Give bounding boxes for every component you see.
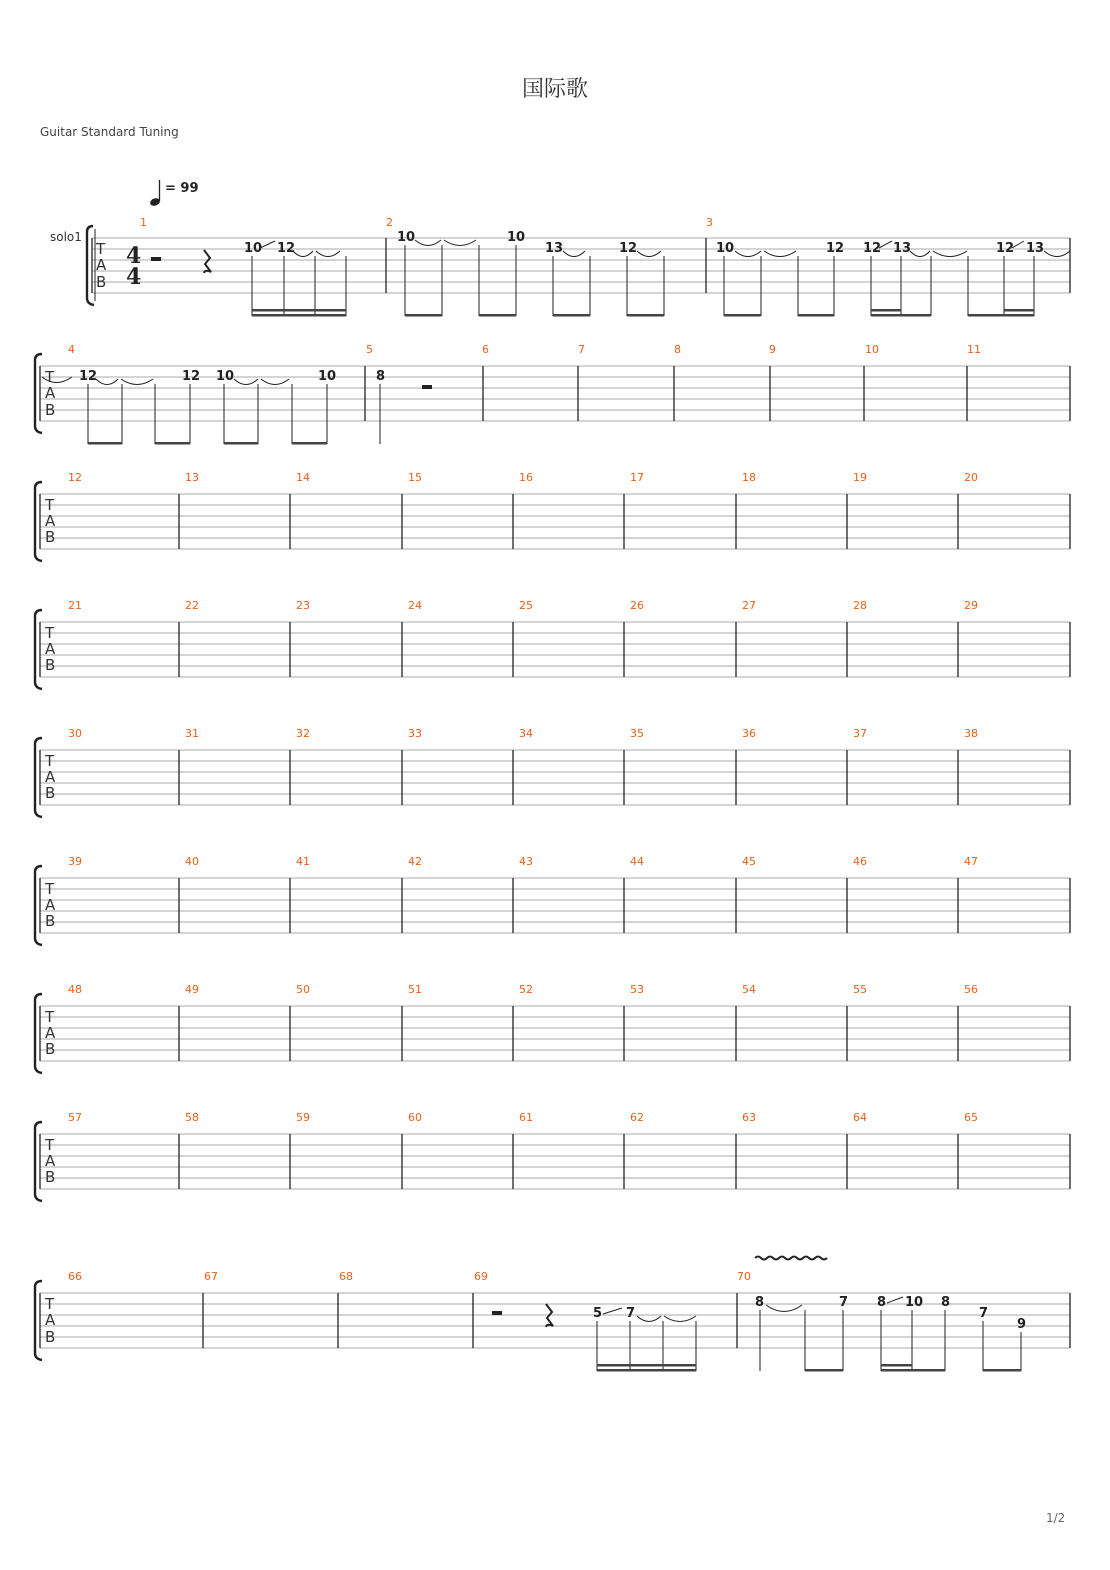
staff-system-4 (35, 599, 1070, 689)
tab-clef-b: B (45, 1168, 56, 1186)
measure-number: 15 (408, 471, 422, 484)
note-stems (724, 256, 1034, 316)
measure-number: 28 (853, 599, 867, 612)
measure-number: 12 (68, 471, 82, 484)
measure-number: 22 (185, 599, 199, 612)
note-stems (597, 1321, 696, 1371)
measure-number: 23 (296, 599, 310, 612)
tie-arc (735, 251, 796, 257)
svg-text:11: 11 (967, 343, 981, 356)
measure-number: 33 (408, 727, 422, 740)
measure-number: 53 (630, 983, 644, 996)
beams (88, 442, 327, 445)
tab-clef-a: A (45, 768, 56, 786)
measure-number: 24 (408, 599, 422, 612)
svg-text:9: 9 (769, 343, 776, 356)
tab-clef-a: A (45, 896, 56, 914)
fret-number: 12 (996, 241, 1015, 256)
staff-system-3 (35, 471, 1070, 561)
measure-number: 27 (742, 599, 756, 612)
measure-number: 36 (742, 727, 756, 740)
staff-system-8 (35, 1111, 1070, 1201)
song-title: 国际歌 (521, 77, 588, 102)
fret-number: 12 (826, 241, 845, 256)
beams (724, 309, 1034, 317)
measure-number: 26 (630, 599, 644, 612)
measure-number: 3 (706, 216, 713, 229)
fret-number: 5 (593, 1306, 603, 1321)
slide-mark (260, 241, 275, 248)
empty-staff-systems (35, 471, 1070, 1201)
tab-clef-b: B (45, 401, 56, 419)
measure-number: 63 (742, 1111, 756, 1124)
measure-number: 59 (296, 1111, 310, 1124)
tie-arc (415, 240, 476, 246)
tab-clef-b: B (45, 528, 56, 546)
beams (405, 314, 664, 317)
measure-number: 16 (519, 471, 533, 484)
tie-arc (563, 251, 585, 257)
staff-system-5 (35, 727, 1070, 817)
measure-number: 29 (964, 599, 978, 612)
tab-clef-b: B (96, 273, 107, 291)
measure-number: 40 (185, 855, 199, 868)
measure-numbers-9 (68, 1270, 751, 1283)
tie-arc (1044, 251, 1070, 257)
beam (252, 314, 346, 317)
slide-mark (887, 1297, 903, 1303)
measure-number: 31 (185, 727, 199, 740)
measure-number: 18 (742, 471, 756, 484)
tab-clef-t: T (45, 496, 55, 514)
svg-text:66: 66 (68, 1270, 82, 1283)
fret-number: 8 (755, 1295, 765, 1310)
beam (597, 1364, 696, 1367)
tab-clef-a: A (45, 1152, 56, 1170)
measure-number: 57 (68, 1111, 82, 1124)
tie-arc (637, 1316, 696, 1322)
measure-number: 42 (408, 855, 422, 868)
svg-text:5: 5 (366, 343, 373, 356)
measure-number: 48 (68, 983, 82, 996)
fret-number: 10 (905, 1295, 924, 1310)
half-rest (151, 257, 161, 261)
tie-arc (910, 251, 967, 257)
fret-number: 10 (507, 230, 526, 245)
tab-clef-t: T (45, 1136, 55, 1154)
measure-number: 54 (742, 983, 756, 996)
fret-number: 13 (545, 241, 564, 256)
measure-number: 14 (296, 471, 310, 484)
measure-number: 62 (630, 1111, 644, 1124)
tie-arc (234, 379, 289, 385)
tuning-label: Guitar Standard Tuning (40, 125, 179, 139)
measure-number: 56 (964, 983, 978, 996)
tab-clef-t: T (96, 240, 106, 258)
fret-number: 7 (979, 1306, 989, 1321)
measure-number: 25 (519, 599, 533, 612)
page-number: 1/2 (1046, 1511, 1066, 1525)
measure-number: 52 (519, 983, 533, 996)
fret-number: 13 (893, 241, 912, 256)
track-name: solo1 (50, 230, 82, 244)
fret-number: 8 (376, 369, 386, 384)
measure-number: 47 (964, 855, 978, 868)
measure-number: 13 (185, 471, 199, 484)
note-stems (88, 384, 327, 444)
tab-clef-a: A (45, 512, 56, 530)
tab-clef-b: B (45, 784, 56, 802)
measure-number: 51 (408, 983, 422, 996)
measure-number: 35 (630, 727, 644, 740)
staff-system-7 (35, 983, 1070, 1073)
tab-clef-a: A (96, 256, 107, 274)
tab-clef-a: A (45, 1024, 56, 1042)
fret-number: 13 (1026, 241, 1045, 256)
measure-number: 49 (185, 983, 199, 996)
measure-number: 44 (630, 855, 644, 868)
measure-number: 39 (68, 855, 82, 868)
fret-number: 12 (79, 369, 98, 384)
tab-clef-a: A (45, 1311, 56, 1329)
fret-number: 10 (716, 241, 735, 256)
beam (597, 1369, 696, 1372)
measure-number: 19 (853, 471, 867, 484)
measure-number: 20 (964, 471, 978, 484)
svg-text:4: 4 (68, 343, 75, 356)
tie-arc (96, 379, 153, 385)
fret-number: 12 (619, 241, 638, 256)
tab-clef-a: A (45, 640, 56, 658)
measure-number: 2 (386, 216, 393, 229)
measure-number: 60 (408, 1111, 422, 1124)
tab-clef-b: B (45, 1040, 56, 1058)
slide-mark (603, 1308, 622, 1314)
measure-number: 34 (519, 727, 533, 740)
fret-number: 10 (244, 241, 263, 256)
measure-number: 1 (140, 216, 147, 229)
tab-clef-b: B (45, 656, 56, 674)
staff-system-1 (92, 238, 1070, 293)
tab-clef-t: T (45, 752, 55, 770)
tab-clef-t: T (45, 624, 55, 642)
tie-arc (637, 251, 661, 257)
tab-clef-t: T (45, 1295, 55, 1313)
measure-number: 37 (853, 727, 867, 740)
time-signature-top: 4 (126, 243, 142, 269)
measure-number: 61 (519, 1111, 533, 1124)
quarter-rest (204, 250, 211, 273)
tab-clef-b: B (45, 1328, 56, 1346)
measure-number: 17 (630, 471, 644, 484)
half-rest (422, 385, 432, 389)
fret-number: 7 (626, 1306, 636, 1321)
tie-arc (766, 1305, 802, 1312)
measure-number: 50 (296, 983, 310, 996)
measure-number: 41 (296, 855, 310, 868)
measure-number: 38 (964, 727, 978, 740)
fret-number: 12 (182, 369, 201, 384)
svg-text:70: 70 (737, 1270, 751, 1283)
note-stems (252, 256, 346, 316)
fret-number: 12 (277, 241, 296, 256)
fret-number: 10 (397, 230, 416, 245)
tie-arc (293, 251, 340, 257)
measure-number: 46 (853, 855, 867, 868)
measure-number: 21 (68, 599, 82, 612)
tab-clef-b: B (45, 912, 56, 930)
svg-text:68: 68 (339, 1270, 353, 1283)
fret-number: 9 (1017, 1317, 1027, 1332)
measure-number: 65 (964, 1111, 978, 1124)
fret-number: 8 (941, 1295, 951, 1310)
beams (805, 1364, 1021, 1372)
staff-system-6 (35, 855, 1070, 945)
tab-clef-t: T (45, 1008, 55, 1026)
fret-number: 10 (216, 369, 235, 384)
fret-number: 8 (877, 1295, 887, 1310)
measure-number: 58 (185, 1111, 199, 1124)
measure-number: 55 (853, 983, 867, 996)
tab-clef-t: T (45, 880, 55, 898)
measure-numbers-2 (68, 343, 981, 356)
svg-text:8: 8 (674, 343, 681, 356)
fret-number: 7 (839, 1295, 849, 1310)
svg-text:69: 69 (474, 1270, 488, 1283)
measure-number: 30 (68, 727, 82, 740)
svg-text:7: 7 (578, 343, 585, 356)
svg-text:10: 10 (865, 343, 879, 356)
vibrato-mark (755, 1257, 827, 1260)
fret-number: 12 (863, 241, 882, 256)
measure-number: 32 (296, 727, 310, 740)
beam (252, 309, 346, 312)
measure-number: 45 (742, 855, 756, 868)
measure-number: 64 (853, 1111, 867, 1124)
time-signature-bottom: 4 (126, 264, 142, 290)
fret-number: 10 (318, 369, 337, 384)
measure-number: 43 (519, 855, 533, 868)
svg-text:6: 6 (482, 343, 489, 356)
tab-clef-t: T (45, 368, 55, 386)
barlines-1 (92, 238, 1070, 293)
tempo-marking: = 99 (165, 181, 199, 196)
half-rest (492, 1311, 502, 1315)
tab-clef-a: A (45, 384, 56, 402)
svg-text:67: 67 (204, 1270, 218, 1283)
